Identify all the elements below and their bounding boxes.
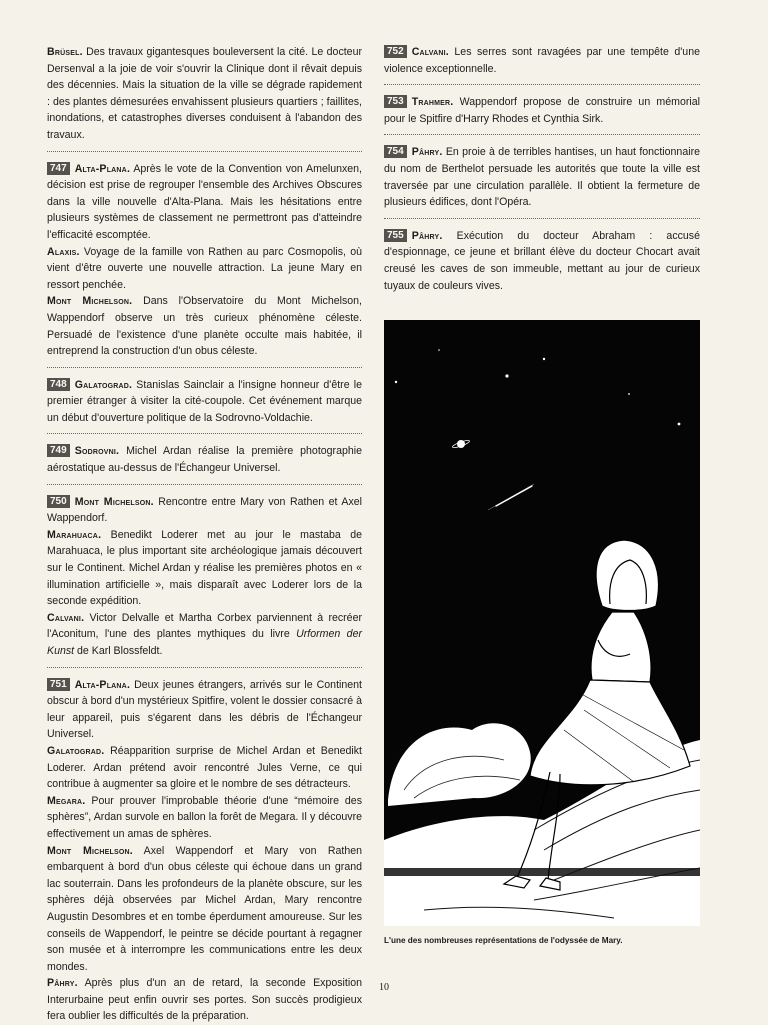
chronology-entry <box>47 494 362 660</box>
place-name: Pâhry. <box>411 146 443 159</box>
entry-paragraph <box>47 443 362 476</box>
star-icon <box>628 393 630 395</box>
entry-text: En proie à de terribles hantises, un haut fonctionnaire du nom de Berthelot persuade les autorités que toute la ville est traversée par une circulation parallèle. Il obtient la fermeture de plusieurs édifices, dont l'Opéra. <box>384 146 700 209</box>
entry-text: Les serres sont ravagées par une tempête d'une violence exceptionnelle. <box>384 46 700 75</box>
year-badge: 750 <box>47 495 70 508</box>
entry-text: Stanislas Sainclair a l'insigne honneur d'être le premier étranger à visiter la cité-coupole. Cet événement marque un début d'ouverture politique de la Sodrovno-Voldachie. <box>47 378 362 424</box>
entry-paragraph <box>47 793 362 843</box>
entry-paragraph <box>47 377 362 427</box>
year-badge: 747 <box>47 162 70 175</box>
entry-divider <box>384 84 700 85</box>
place-name: Alta-Plana. <box>74 162 131 175</box>
chronology-entry <box>47 161 362 360</box>
entry-paragraph <box>47 44 362 144</box>
chronology-entry <box>384 94 700 127</box>
entry-divider <box>47 433 362 434</box>
year-badge: 748 <box>47 378 70 391</box>
entry-divider <box>47 484 362 485</box>
entry-text: de Karl Blossfeldt. <box>74 645 163 657</box>
place-name: Galatograd. <box>47 744 105 757</box>
entry-paragraph <box>384 94 700 127</box>
page-number: 10 <box>379 982 389 993</box>
place-name: Megara. <box>47 794 86 807</box>
star-icon <box>678 423 681 426</box>
year-badge: 751 <box>47 678 70 691</box>
book-title: Urformen der Kunst <box>47 628 362 657</box>
chronology-entry <box>47 443 362 476</box>
entry-paragraph <box>47 677 362 743</box>
place-name: Marahuaca. <box>47 528 102 541</box>
entry-text: Réapparition surprise de Michel Ardan et Benedikt Loderer. Ardan prétend avoir rencontré Jules Verne, ce qui contribue à augmenter sa gloire et le nombre de ses détracteurs. <box>47 744 362 791</box>
entry-text: Pour prouver l'improbable théorie d'une “mémoire des sphères”, Ardan survole en ballon la forêt de Megara. Il y découvre effectivement un amas de sphères. <box>47 794 362 840</box>
entry-text: Axel Wappendorf et Mary von Rathen embarquent à bord d'un obus céleste qui échoue dans un grand lac souterrain. Dans les profondeurs de la planète obscure, sur les sphères déjà observées par Michel Ardan, Mary rencontre Augustin Desombres et en tombe éperdument amoureuse. Sur les conseils de Wappendorf, le peintre se décide pourtant à regagner son musée et à interrompre les communications entre les deux mondes. <box>47 844 363 973</box>
entry-paragraph <box>47 161 362 244</box>
night-sky-girl-illustration <box>384 320 700 926</box>
year-badge: 752 <box>384 45 407 58</box>
entry-text: Après le vote de la Convention von Amelunxen, décision est prise de regrouper l'ensemble des Archives Obscures dans la ville nouvelle d'Alta-Plana. Mais les hésitations entre plusieurs systèmes de classement ne permettront pas d'atteindre l'efficacité escomptée. <box>47 162 362 241</box>
entry-text: Après plus d'un an de retard, la seconde Exposition Interurbaine peut enfin ouvrir ses portes. Son succès prodigieux fera oublier les difficultés de la préparation. <box>47 977 362 1023</box>
place-name: Trahmer. <box>411 96 454 109</box>
entry-paragraph <box>47 244 362 294</box>
place-name: Brüsel. <box>47 46 83 58</box>
chronology-entry <box>384 228 700 294</box>
chronology-entry <box>47 677 362 1025</box>
entry-divider <box>47 367 362 368</box>
entry-divider <box>47 667 362 668</box>
place-name: Sodrovni. <box>74 445 120 458</box>
place-name: Alaxis. <box>47 245 80 258</box>
illustration-caption: L'une des nombreuses représentations de l'odyssée de Mary. <box>384 936 623 945</box>
year-badge: 755 <box>384 229 407 242</box>
star-icon <box>438 349 440 351</box>
entry-text: Voyage de la famille von Rathen au parc Cosmopolis, où vient d'être ouverte une nouvelle attraction. La jeune Mary en ressort penchée. <box>47 245 362 291</box>
place-name: Pâhry. <box>411 229 443 242</box>
year-badge: 753 <box>384 95 407 108</box>
entry-paragraph <box>384 144 700 210</box>
entry-paragraph <box>47 843 362 976</box>
place-name: Mont Michelson. <box>47 295 133 308</box>
place-name: Mont Michelson. <box>74 495 154 508</box>
entry-text: Rencontre entre Mary von Rathen et Axel Wappendorf. <box>47 495 362 525</box>
chronology-entry <box>47 377 362 427</box>
entry-divider <box>47 151 362 152</box>
place-name: Pâhry. <box>47 977 78 990</box>
entry-paragraph <box>47 743 362 793</box>
chronology-entry <box>384 44 700 77</box>
entry-text: Dans l'Observatoire du Mont Michelson, Wappendorf observe un très curieux phénomène céleste. Persuadé de l'existence d'une planète occulte mais habitée, il entreprend la construction d'un obus céleste. <box>47 295 362 358</box>
place-name: Mont Michelson. <box>47 844 133 857</box>
year-badge: 749 <box>47 444 70 457</box>
year-badge: 754 <box>384 145 407 158</box>
entry-divider <box>384 218 700 219</box>
entry-divider <box>384 134 700 135</box>
star-icon <box>543 358 545 360</box>
entry-paragraph <box>47 610 362 660</box>
entry-text: Des travaux gigantesques bouleversent la cité. Le docteur Dersenval a la joie de voir s'ouvrir la Clinique dont il rêvait depuis des décennies. Mais la situation de la ville se dégrade rapidement : des plantes démesurées envahissent plusieurs quartiers ; faillites, inondations, et catastrophes diverses conduisent à l'abandon des travaux. <box>47 46 362 141</box>
entry-text: Exécution du docteur Abraham : accusé d'espionnage, ce jeune et brillant élève du docteur Chocart avait creusé les caves de son immeuble, mettant au jour de curieux tuyaux de couleurs vives. <box>384 229 700 292</box>
right-column <box>384 44 700 294</box>
chronology-entry <box>384 144 700 210</box>
entry-paragraph <box>47 293 362 359</box>
entry-text: Deux jeunes étrangers, arrivés sur le Continent obscur à bord d'un mystérieux Spitfire, volent le dossier consacré à leur appareil, puis s'égarent dans les débris de l'Échangeur Universel. <box>47 678 362 741</box>
place-name: Galatograd. <box>74 378 133 391</box>
entry-text: Benedikt Loderer met au jour le mastaba de Marahuaca, le plus important site archéologique jamais découvert sur le Continent. Michel Ardan y réalise les premières photos en « illumination artificielle », mais disparaît avec Loderer lors de la seconde expédition. <box>47 528 362 608</box>
left-column <box>47 44 362 1025</box>
entry-paragraph <box>384 44 700 77</box>
star-icon <box>505 374 508 377</box>
place-name: Calvani. <box>47 611 85 624</box>
entry-text: Victor Delvalle et Martha Corbex parviennent à recréer l'Aconitum, l'une des plantes mythiques du livre <box>47 611 362 641</box>
entry-text: Michel Ardan réalise la première photographie aérostatique au-dessus de l'Échangeur Universel. <box>47 445 362 475</box>
entry-text: Wappendorf propose de construire un mémorial pour le Spitfire d'Harry Rhodes et Cynthia Sirk. <box>384 96 700 125</box>
place-name: Calvani. <box>411 46 449 58</box>
entry-paragraph <box>47 494 362 527</box>
entry-paragraph <box>47 527 362 610</box>
entry-paragraph <box>384 228 700 294</box>
star-icon <box>395 381 397 383</box>
chronology-entry <box>47 44 362 144</box>
place-name: Alta-Plana. <box>74 678 131 691</box>
